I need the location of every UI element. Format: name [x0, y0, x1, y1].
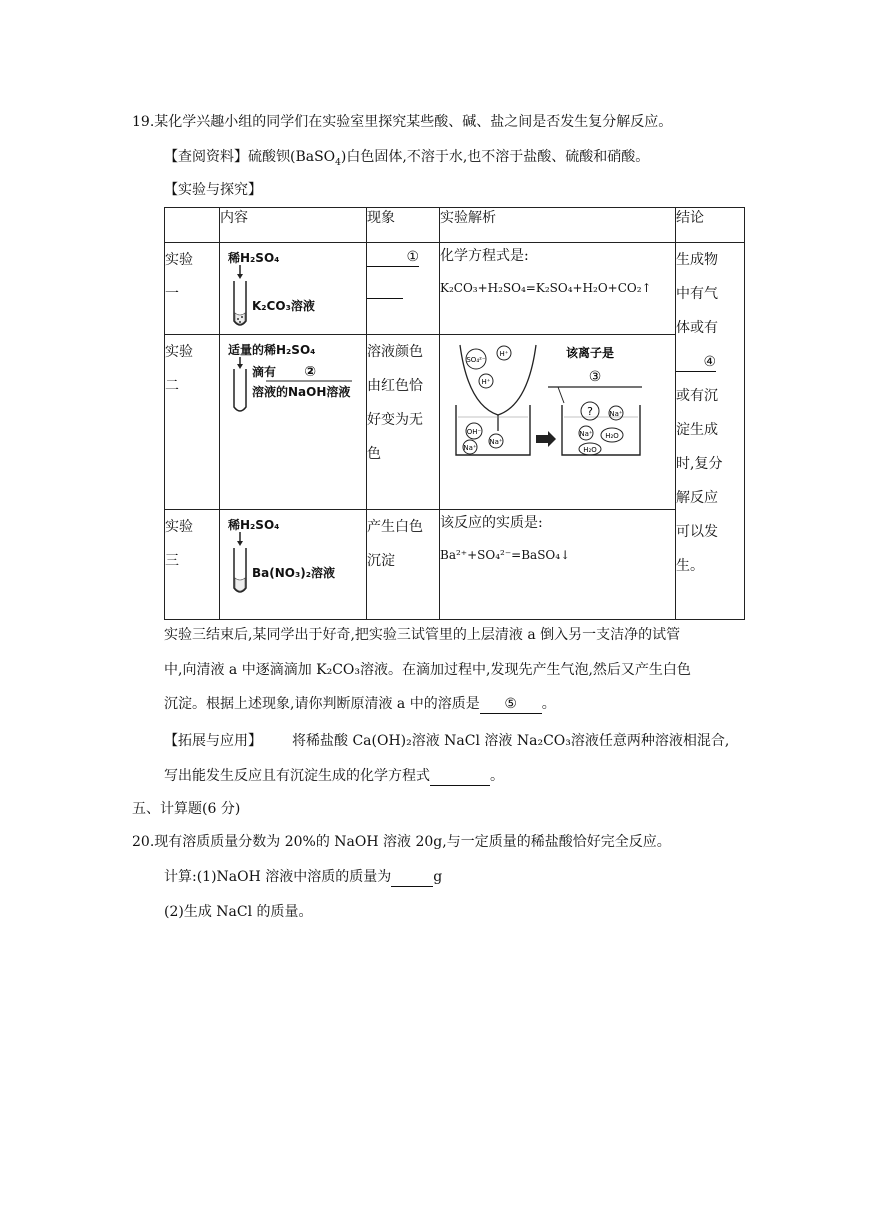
ion-na-2: Na⁺: [489, 438, 503, 446]
ion-h-1: H⁺: [499, 350, 509, 358]
exp3-figure: [220, 510, 367, 620]
info-text-b: )白色固体,不溶于水,也不溶于盐酸、硫酸和硝酸。: [340, 149, 650, 165]
ion-so4: SO₄²⁻: [466, 356, 486, 364]
blank-2[interactable]: ②: [304, 364, 317, 380]
header-empty: [165, 208, 220, 243]
exp1-figure: [220, 243, 367, 335]
exp1-test-tube-icon: [220, 243, 366, 333]
q20-part1-line: [164, 867, 442, 887]
exp3-reagent-bottom: Ba(NO₃)₂溶液: [252, 566, 335, 580]
blank-extend[interactable]: [430, 767, 490, 786]
after-text-2: 中,向清液 a 中逐滴滴加 K₂CO₃溶液。在滴加过程中,发现先产生气泡,然后又产生白色: [164, 662, 691, 678]
header-content: 内容: [220, 208, 367, 243]
exp2-analysis: [440, 335, 676, 510]
extend-line-2: [164, 766, 504, 786]
exp3-analysis: [440, 510, 676, 620]
info-text-sub: 4: [335, 157, 341, 168]
ion-na-4: Na⁺: [579, 430, 593, 438]
conclusion-cell: [676, 243, 745, 620]
q20-part1: 计算:(1)NaOH 溶液中溶质的质量为: [164, 869, 392, 885]
table-row-exp1: [165, 243, 745, 335]
molecule-h2o-1: H₂O: [605, 432, 619, 440]
extend-line-1: [164, 731, 729, 751]
exp2-reagent-bottom: 溶液的NaOH溶液: [252, 385, 351, 399]
header-analysis: 实验解析: [440, 208, 676, 243]
neutralization-diagram: [440, 335, 674, 505]
ion-na-1: Na⁺: [463, 444, 477, 452]
exp1-label-a: 实验: [165, 252, 193, 268]
exp2-figure: [220, 335, 367, 510]
exp1-label: [165, 243, 220, 335]
molecule-h2o-2: H₂O: [583, 446, 597, 454]
exp2-label: [165, 335, 220, 510]
section-5-heading: 五、计算题(6 分): [132, 801, 241, 817]
after-end: 。: [541, 696, 556, 712]
ion-h-2: H⁺: [481, 378, 491, 386]
exp3-label-a: 实验: [165, 519, 193, 535]
experiment-table: [164, 207, 745, 620]
info-text-a: 硫酸钡(BaSO: [248, 149, 336, 165]
exp2-reagent-top: 适量的稀H₂SO₄: [228, 343, 316, 357]
exp2-reagent-mid-a: 滴有: [252, 365, 277, 379]
exp1-reagent-bottom: K₂CO₃溶液: [252, 299, 315, 313]
header-phenomenon: 现象: [367, 208, 440, 243]
exp3-label: [165, 510, 220, 620]
table-row-exp2: [165, 335, 745, 510]
exp1-reagent-top: 稀H₂SO₄: [228, 251, 280, 265]
exp1-equation: K₂CO₃+H₂SO₄=K₂SO₄+H₂O+CO₂↑: [440, 281, 652, 295]
exp1-label-b: 一: [165, 286, 179, 302]
after-text-1: 实验三结束后,某同学出于好奇,把实验三试管里的上层清液 a 倒入另一支洁净的试管: [164, 627, 681, 643]
blank-1-continued[interactable]: [367, 280, 403, 299]
exp3-label-b: 三: [165, 553, 179, 569]
exp3-analysis-title: 该反应的实质是:: [440, 515, 543, 531]
ion-question: ?: [587, 405, 593, 418]
ion-na-3: Na⁺: [609, 410, 623, 418]
extend-label: 【拓展与应用】: [164, 733, 262, 749]
info-paragraph: [164, 147, 649, 167]
exp1-analysis-title: 化学方程式是:: [440, 248, 529, 264]
exp2-label-a: 实验: [165, 344, 193, 360]
exp1-phenomenon: [367, 243, 440, 335]
blank-4[interactable]: ④: [676, 353, 716, 372]
conclusion-text-b: 或有沉淀生成时,复分解反应可以发生。: [676, 388, 723, 574]
q20-stem: 20.现有溶质质量分数为 20%的 NaOH 溶液 20g,与一定质量的稀盐酸恰好完全反应。: [132, 834, 671, 850]
exp2-phenomenon-text: 溶液颜色由红色恰好变为无色: [367, 344, 423, 462]
exp3-reagent-top: 稀H₂SO₄: [228, 518, 280, 532]
q19-stem: 19.某化学兴趣小组的同学们在实验室里探究某些酸、碱、盐之间是否发生复分解反应。: [132, 114, 673, 130]
blank-3[interactable]: ③: [588, 369, 602, 385]
exp2-phenomenon: [367, 335, 440, 510]
exp3-phenomenon: [367, 510, 440, 620]
info-label: 【查阅资料】: [164, 149, 248, 165]
blank-q20[interactable]: [391, 868, 433, 887]
conclusion-text-a: 生成物中有气体或有: [676, 252, 718, 336]
exp3-phenomenon-text: 产生白色沉淀: [367, 519, 423, 569]
after-text-3-line: [164, 694, 556, 714]
exp2-reagent-mid: [252, 363, 340, 380]
exp1-analysis: [440, 243, 676, 335]
exp3-equation: Ba²⁺+SO₄²⁻=BaSO₄↓: [440, 548, 571, 562]
exp2-label-b: 二: [165, 378, 179, 394]
header-conclusion: 结论: [676, 208, 745, 243]
ion-oh-1: OH⁻: [466, 428, 482, 436]
extend-text-2: 写出能发生反应且有沉淀生成的化学方程式: [164, 768, 430, 784]
q20-part2: (2)生成 NaCl 的质量。: [164, 904, 313, 920]
after-text-3: 沉淀。根据上述现象,请你判断原清液 a 中的溶质是: [164, 696, 480, 712]
diagram-caption: 该离子是: [566, 346, 615, 360]
table-header-row: [165, 208, 745, 243]
arrow-right-icon: [536, 431, 556, 447]
explore-label: 【实验与探究】: [164, 182, 262, 198]
blank-5[interactable]: ⑤: [480, 695, 542, 714]
exp2-test-tube-icon: [220, 335, 366, 505]
extend-end: 。: [490, 768, 504, 784]
extend-text: 将稀盐酸 Ca(OH)₂溶液 NaCl 溶液 Na₂CO₃溶液任意两种溶液相混合,: [292, 733, 730, 749]
table-row-exp3: [165, 510, 745, 620]
q20-part1-unit: g: [433, 869, 443, 885]
blank-1[interactable]: ①: [367, 248, 419, 267]
